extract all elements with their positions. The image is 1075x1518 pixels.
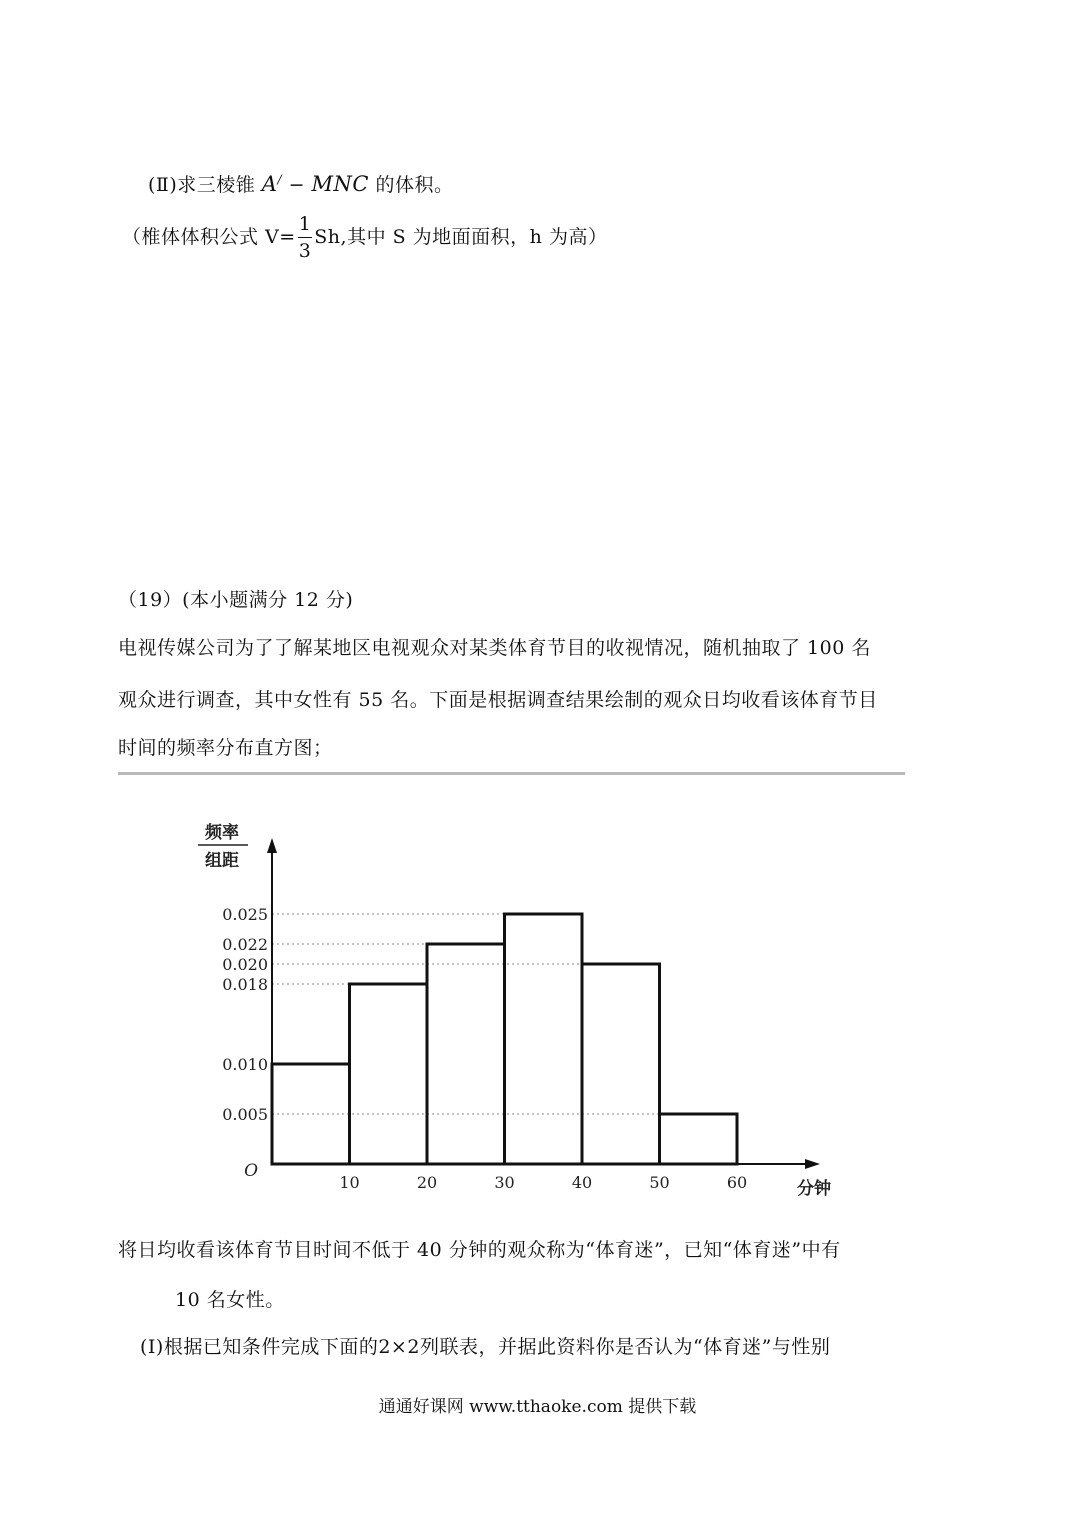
fraction-denominator: 3 bbox=[298, 240, 312, 262]
table-size: 2×2 bbox=[378, 1336, 420, 1358]
y-tick-label: 0.020 bbox=[222, 955, 268, 974]
part2-prefix: (Ⅱ)求三棱锥 bbox=[148, 174, 256, 196]
origin-label: O bbox=[244, 1161, 258, 1181]
separator-rule bbox=[118, 772, 905, 775]
part2-line bbox=[148, 170, 454, 197]
minus-sign: − bbox=[288, 174, 305, 196]
bars bbox=[272, 914, 737, 1164]
y-tick-label: 0.005 bbox=[222, 1105, 268, 1124]
x-tick-label: 60 bbox=[726, 1173, 748, 1192]
vertices-mnc: MNC bbox=[311, 172, 369, 196]
y-tick-label: 0.022 bbox=[222, 935, 268, 954]
question19-header: （19）(本小题满分 12 分) bbox=[118, 589, 354, 611]
formula-suffix: Sh,其中 S 为地面面积，h 为高） bbox=[314, 226, 608, 248]
question19-para-line3: 时间的频率分布直方图； bbox=[118, 737, 333, 759]
bar-2 bbox=[427, 944, 505, 1164]
x-tick-label: 10 bbox=[339, 1173, 360, 1192]
x-tick-labels bbox=[339, 1173, 747, 1192]
x-axis-arrow-icon bbox=[805, 1159, 820, 1169]
part2-suffix: 的体积。 bbox=[375, 174, 454, 196]
vertex-a-prime: / bbox=[277, 172, 283, 187]
bar-5 bbox=[660, 1114, 738, 1164]
y-tick-label: 0.025 bbox=[222, 905, 268, 924]
bar-3 bbox=[505, 914, 583, 1164]
y-axis-arrow-icon bbox=[267, 838, 277, 853]
bar-1 bbox=[350, 984, 428, 1164]
x-tick-label: 30 bbox=[494, 1173, 515, 1192]
y-axis-label-top: 频率 bbox=[205, 823, 239, 843]
formula-line bbox=[122, 215, 607, 261]
formula-prefix: （椎体体积公式 V= bbox=[122, 226, 296, 248]
one-third-fraction bbox=[298, 215, 313, 261]
definition-line1: 将日均收看该体育节目时间不低于 40 分钟的观众称为“体育迷”，已知“体育迷”中有 bbox=[118, 1239, 841, 1261]
definition-line2: 10 名女性。 bbox=[175, 1289, 285, 1311]
question19-para-line1: 电视传媒公司为了了解某地区电视观众对某类体育节目的收视情况，随机抽取了 100 名 bbox=[118, 637, 871, 659]
x-axis-label: 分钟 bbox=[797, 1179, 831, 1199]
part1-line bbox=[140, 1332, 830, 1359]
vertex-a: A bbox=[261, 172, 278, 196]
x-tick-label: 50 bbox=[649, 1173, 670, 1192]
page-footer: 通通好课网 www.tthaoke.com 提供下载 bbox=[378, 1397, 697, 1417]
part1-prefix: (Ⅰ)根据已知条件完成下面的 bbox=[140, 1336, 379, 1358]
y-tick-label: 0.018 bbox=[222, 975, 268, 994]
histogram-chart bbox=[180, 810, 860, 1210]
question19-para-line2: 观众进行调查，其中女性有 55 名。下面是根据调查结果绘制的观众日均收看该体育节目 bbox=[118, 689, 878, 711]
bar-4 bbox=[582, 964, 660, 1164]
y-tick-labels bbox=[222, 905, 268, 1124]
fraction-numerator: 1 bbox=[298, 215, 313, 238]
y-axis-label-bottom: 组距 bbox=[205, 851, 239, 871]
part1-suffix: 列联表，并据此资料你是否认为“体育迷”与性别 bbox=[419, 1336, 831, 1358]
y-tick-label: 0.010 bbox=[222, 1055, 268, 1074]
x-tick-label: 20 bbox=[416, 1173, 438, 1192]
x-tick-label: 40 bbox=[571, 1173, 593, 1192]
